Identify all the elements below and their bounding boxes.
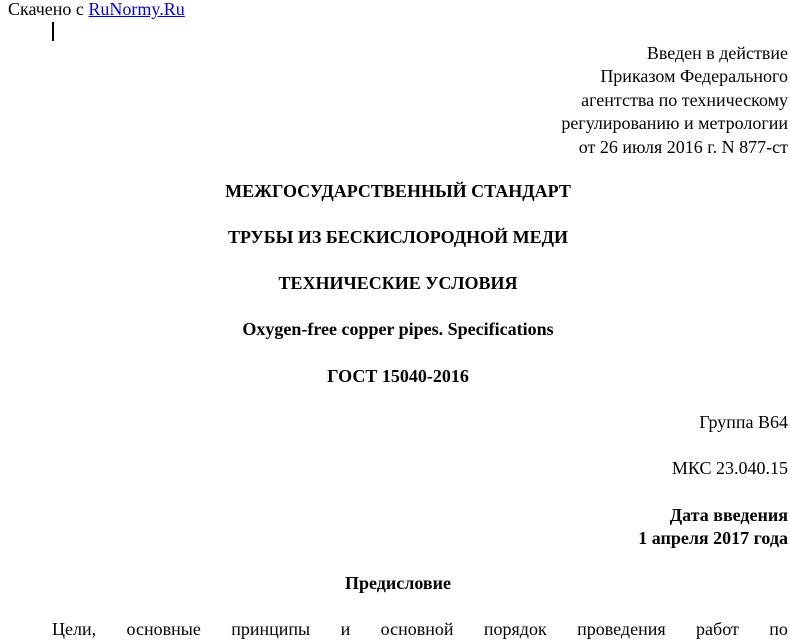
runormy-link[interactable]: RuNormy.Ru [88,0,185,19]
preface-heading: Предисловие [345,573,451,593]
mks-code: МКС 23.040.15 [671,458,788,478]
text-cursor [52,22,54,41]
paragraph-word: работ [696,619,739,639]
standard-subtitle-heading: ТЕХНИЧЕСКИЕ УСЛОВИЯ [278,273,518,293]
downloaded-prefix: Скачено с [8,0,84,19]
enacted-line: от 26 июля 2016 г. N 877-ст [578,136,788,157]
standard-name-heading: ТРУБЫ ИЗ БЕСКИСЛОРОДНОЙ МЕДИ [227,227,569,247]
standard-type-heading: МЕЖГОСУДАРСТВЕННЫЙ СТАНДАРТ [225,181,571,201]
paragraph-word: принципы [231,619,311,639]
intro-date-label: Дата введения [669,505,788,525]
paragraph-word: проведения [577,619,666,639]
paragraph-word: и [340,619,351,639]
paragraph-word: основные [126,619,201,639]
enacted-line: Приказом Федерального [600,66,788,87]
preface-first-line [52,617,788,641]
downloaded-from-line [8,0,185,21]
enacted-line: Введен в действие [646,43,788,63]
group-code: Группа В64 [699,412,788,432]
standard-code-heading: ГОСТ 15040-2016 [327,366,469,386]
enacted-line: регулированию и метрологии [561,113,788,134]
enacted-block [561,42,788,159]
intro-date-value: 1 апреля 2017 года [638,528,788,548]
paragraph-word: порядок [483,619,547,639]
paragraph-word: по [769,619,788,639]
english-title-heading: Oxygen-free copper pipes. Specifications [242,319,554,339]
paragraph-word: основной [380,619,454,639]
paragraph-word: Цели, [52,619,97,639]
enacted-line: агентства по техническому [581,89,788,110]
